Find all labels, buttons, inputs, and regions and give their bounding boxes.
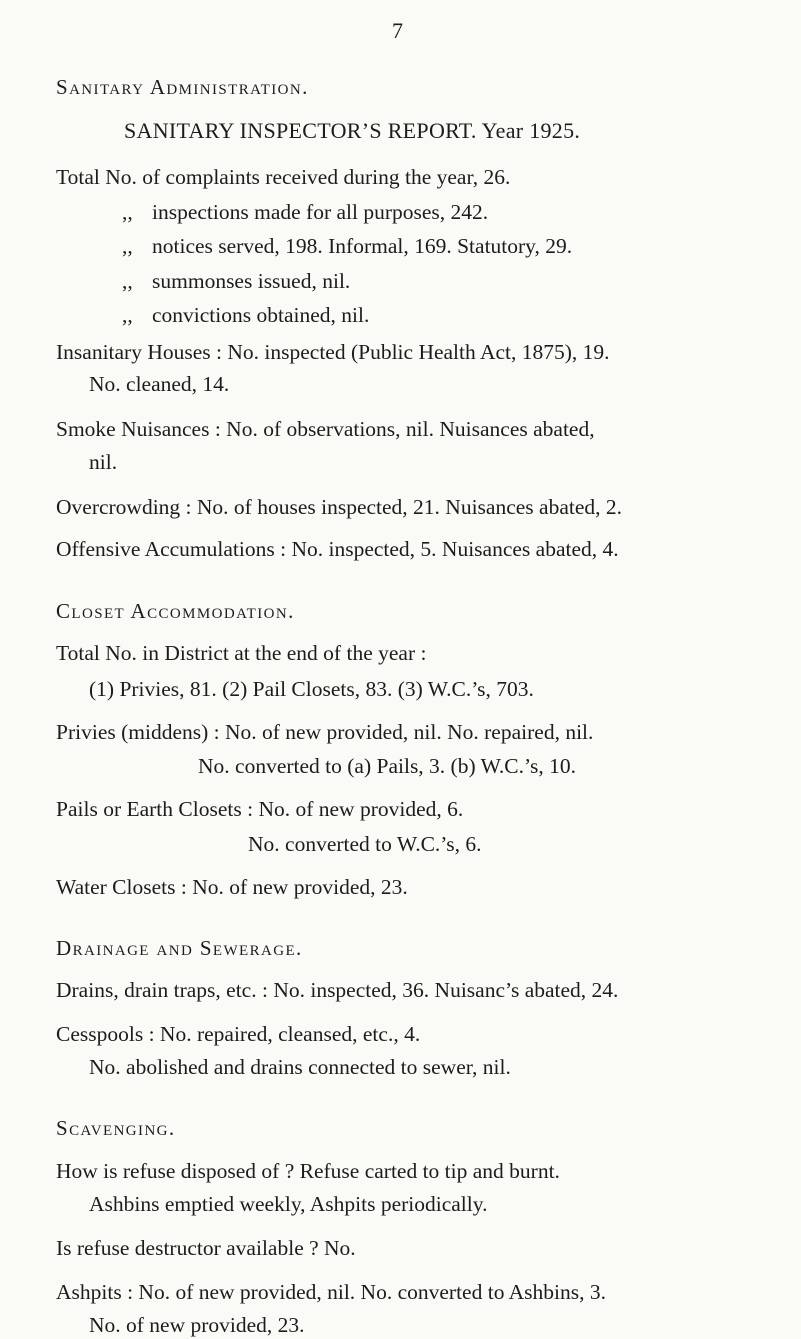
ditto-mark: ,,	[122, 200, 133, 224]
overcrowding-line: Overcrowding : No. of houses inspected, 21. Nuisances abated, 2.	[56, 495, 623, 519]
page-number: 7	[392, 18, 403, 43]
notices-line	[122, 233, 572, 259]
section-heading-scavenging: Scavenging.	[56, 1116, 176, 1140]
section-heading-closet-accommodation: Closet Accommodation.	[56, 599, 295, 623]
report-title: SANITARY INSPECTOR’S REPORT. Year 1925.	[124, 118, 581, 143]
complaints-line: Total No. of complaints received during the year, 26.	[56, 165, 511, 189]
ditto-mark: ,,	[122, 234, 133, 258]
ashbins-line: Ashbins emptied weekly, Ashpits periodically.	[89, 1192, 488, 1216]
section-heading-drainage: Drainage and Sewerage.	[56, 936, 303, 960]
insanitary-houses-line: Insanitary Houses : No. inspected (Public Health Act, 1875), 19.	[56, 340, 610, 364]
ditto-mark: ,,	[122, 269, 133, 293]
cesspools-abolished-line: No. abolished and drains connected to sewer, nil.	[89, 1055, 511, 1079]
inspections-line	[122, 199, 488, 225]
smoke-nuisances-continued: nil.	[89, 450, 118, 474]
inspections-text: inspections made for all purposes, 242.	[152, 200, 489, 224]
offensive-accumulations-line: Offensive Accumulations : No. inspected, 5. Nuisances abated, 4.	[56, 537, 619, 561]
summonses-line	[122, 268, 350, 294]
smoke-nuisances-line: Smoke Nuisances : No. of observations, nil. Nuisances abated,	[56, 417, 595, 441]
ashpits-line: Ashpits : No. of new provided, nil. No. converted to Ashbins, 3.	[56, 1280, 606, 1304]
convictions-line	[122, 302, 369, 328]
notices-text: notices served, 198. Informal, 169. Statutory, 29.	[152, 234, 573, 258]
water-closets-line: Water Closets : No. of new provided, 23.	[56, 875, 408, 899]
section-heading-sanitary-administration: Sanitary Administration.	[56, 75, 309, 99]
ditto-mark: ,,	[122, 303, 133, 327]
privies-converted-line: No. converted to (a) Pails, 3. (b) W.C.’s, 10.	[198, 754, 576, 778]
ashpits-new-provided-line: No. of new provided, 23.	[89, 1313, 305, 1337]
cesspools-line: Cesspools : No. repaired, cleansed, etc., 4.	[56, 1022, 421, 1046]
refuse-destructor-line: Is refuse destructor available ? No.	[56, 1236, 356, 1260]
summonses-text: summonses issued, nil.	[152, 269, 351, 293]
pails-converted-line: No. converted to W.C.’s, 6.	[248, 832, 482, 856]
convictions-text: convictions obtained, nil.	[152, 303, 370, 327]
refuse-disposal-line: How is refuse disposed of ? Refuse carted to tip and burnt.	[56, 1159, 560, 1183]
pails-earth-closets-line: Pails or Earth Closets : No. of new provided, 6.	[56, 797, 464, 821]
drains-line: Drains, drain traps, etc. : No. inspected, 36. Nuisanc’s abated, 24.	[56, 978, 619, 1002]
insanitary-cleaned-line: No. cleaned, 14.	[89, 372, 230, 396]
closet-counts-line: (1) Privies, 81. (2) Pail Closets, 83. (3) W.C.’s, 703.	[89, 677, 534, 701]
privies-line: Privies (middens) : No. of new provided, nil. No. repaired, nil.	[56, 720, 594, 744]
closet-total-line: Total No. in District at the end of the year :	[56, 641, 427, 665]
